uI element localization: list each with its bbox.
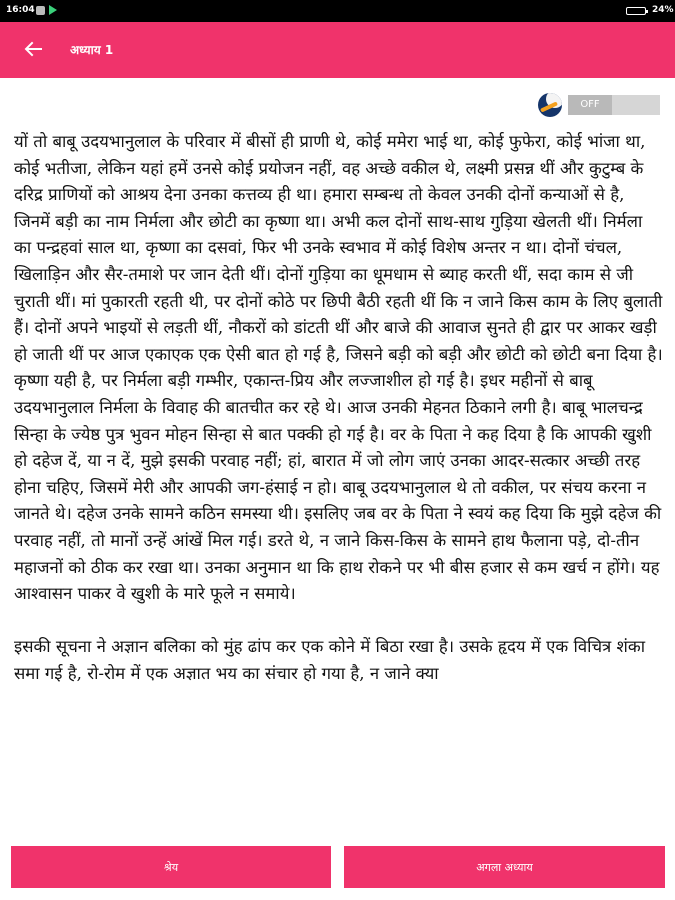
switch-state-label: OFF xyxy=(568,95,612,115)
battery-icon xyxy=(626,7,646,15)
app-bar xyxy=(0,22,675,78)
night-mode-toggle-row xyxy=(538,93,660,117)
status-time: 16:04 xyxy=(6,5,35,15)
chapter-text xyxy=(14,128,664,830)
page-title: अध्याय 1 xyxy=(70,43,114,57)
credits-button[interactable]: श्रेय xyxy=(11,846,331,888)
notification-icon xyxy=(36,6,45,15)
play-store-icon xyxy=(49,5,57,15)
next-chapter-button[interactable]: अगला अध्याय xyxy=(344,846,665,888)
night-mode-switch[interactable] xyxy=(568,95,660,115)
arrow-back-icon[interactable] xyxy=(20,36,46,62)
status-bar xyxy=(0,0,675,22)
battery-percent: 24% xyxy=(652,5,674,15)
paragraph: यों तो बाबू उदयभानुलाल के परिवार में बीसों ही प्राणी थे, कोई ममेरा भाई था, कोई फुफेरा, कोई भांजा था, कोई भतीजा, लेकिन यहां हमें उनसे कोई प्रयोजन नहीं, वह अच्छे वकील थे, लक्ष्मी प्रसन्न थीं और कुटुम्ब के दरिद्र प्राणियों को आश्रय देना उनका कत्तव्य ही था। हमारा सम्बन्ध तो केवल उनकी दोनों कन्याओं से है, जिनमें बड़ी का नाम निर्मला और छोटी का कृष्णा था। अभी कल दोनों साथ-साथ गुड़िया खेलती थीं। निर्मला का पन्द्रहवां साल था, कृष्णा का दसवां, फिर भी उनके स्वभाव में कोई विशेष अन्तर न था। दोनों चंचल, खिलाड़िन और सैर-तमाशे पर जान देती थीं। दोनों गुड़िया का धूमधाम से ब्याह करती थीं, सदा काम से जी चुराती थीं। मां पुकारती रहती थी, पर दोनों कोठे पर छिपी बैठी रहती थीं कि न जाने किस काम के लिए बुलाती हैं। दोनों अपने भाइयों से लड़ती थीं, नौकरों को डांटती थीं और बाजे की आवाज सुनते ही द्वार पर आकर खड़ी हो जाती थीं पर आज एकाएक एक ऐसी बात हो गई है, जिसने बड़ी को बड़ी और छोटी को छोटी बना दिया है। कृष्णा यही है, पर निर्मला बड़ी गम्भीर, एकान्त-प्रिय और लज्जाशील हो गई है। इधर महीनों से बाबू उदयभानुलाल निर्मला के विवाह की बातचीत कर रहे थे। आज उनकी मेहनत ठिकाने लगी है। बाबू भालचन्द्र सिन्हा के ज्येष्ठ पुत्र भुवन मोहन सिन्हा से बात पक्की हो गई है। वर के पिता ने कह दिया है कि आपकी खुशी हो दहेज दें, या न दें, मुझे इसकी परवाह नहीं; हां, बारात में जो लोग जाएं उनका आदर-सत्कार अच्छी तरह होना चहिए, जिसमें मेरी और आपकी जग-हंसाई न हो। बाबू उदयभानुलाल थे तो वकील, पर संचय करना न जानते थे। दहेज उनके सामने कठिन समस्या थी। इसलिए जब वर के पिता ने स्वयं कह दिया कि मुझे दहेज की परवाह नहीं, तो मानों उन्हें आंखें मिल गई। डरते थे, न जाने किस-किस के सामने हाथ फैलाना पड़े, दो-तीन महाजनों को ठीक कर रखा था। उनका अनुमान था कि हाथ रोकने पर भी बीस हजार से कम खर्च न होंगे। यह आश्वासन पाकर वे खुशी के मारे फूले न समाये। xyxy=(14,131,663,604)
paragraph: इसकी सूचना ने अज्ञान बलिका को मुंह ढांप कर एक कोने में बिठा रखा है। उसके हृदय में एक विचित्र शंका समा गई है, रो-रोम में एक अज्ञात भय का संचार हो गया है, न जाने क्या xyxy=(14,636,646,683)
night-mode-icon xyxy=(538,93,562,117)
